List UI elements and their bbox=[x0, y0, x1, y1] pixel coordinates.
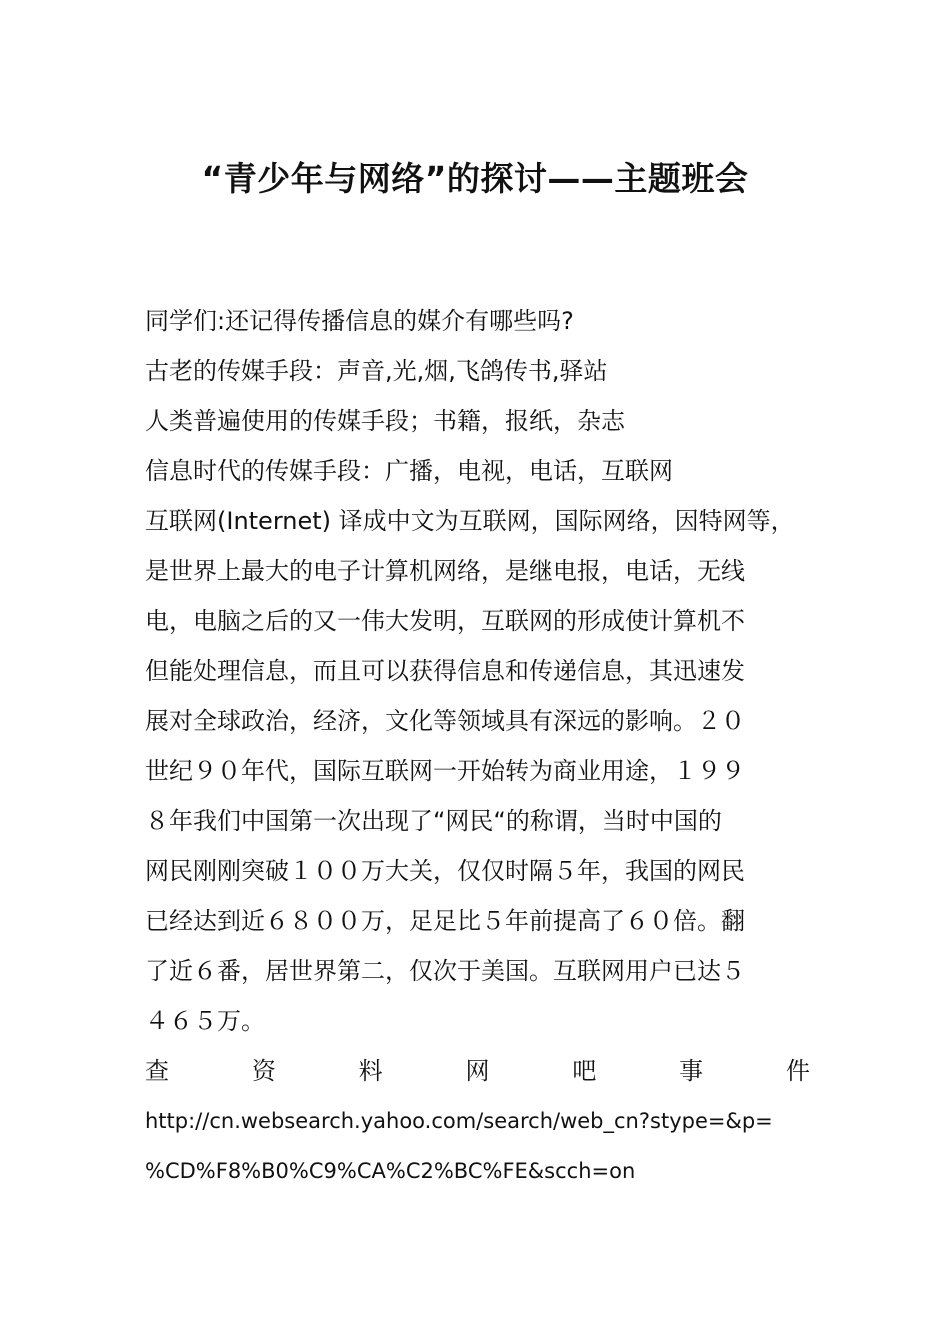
spread-word: 查 bbox=[145, 1057, 169, 1085]
spread-word-line bbox=[145, 1046, 810, 1096]
text-line: 展对全球政治，经济，文化等领域具有深远的影响。２０ bbox=[145, 707, 745, 735]
text-line: 信息时代的传媒手段：广播，电视，电话，互联网 bbox=[145, 457, 673, 485]
document-body bbox=[145, 296, 810, 1196]
spread-word: 网 bbox=[465, 1057, 490, 1085]
text-line: 世纪９０年代，国际互联网一开始转为商业用途，１９９ bbox=[145, 757, 745, 785]
text-line: 同学们:还记得传播信息的媒介有哪些吗? bbox=[145, 307, 574, 335]
text-line: 但能处理信息，而且可以获得信息和传递信息，其迅速发 bbox=[145, 657, 745, 685]
spread-word: 资 bbox=[251, 1057, 276, 1085]
text-line: 已经达到近６８００万，足足比５年前提高了６０倍。翻 bbox=[145, 907, 745, 935]
text-line: ８年我们中国第一次出现了“网民“的称谓，当时中国的 bbox=[145, 807, 722, 835]
spread-word: 吧 bbox=[572, 1057, 597, 1085]
url-line: %CD%F8%B0%C9%CA%C2%BC%FE&scch=on bbox=[145, 1159, 636, 1183]
url-line: http://cn.websearch.yahoo.com/search/web_cn?stype=&p= bbox=[145, 1109, 773, 1133]
spread-word: 料 bbox=[358, 1057, 383, 1085]
text-line: 了近６番，居世界第二，仅次于美国。互联网用户已达５ bbox=[145, 957, 745, 985]
text-line: ４６５万。 bbox=[145, 1007, 265, 1035]
spread-word: 件 bbox=[785, 1057, 810, 1085]
text-line: 古老的传媒手段：声音,光,烟,飞鸽传书,驿站 bbox=[145, 357, 608, 385]
spread-word: 事 bbox=[679, 1057, 704, 1085]
text-line: 电，电脑之后的又一伟大发明，互联网的形成使计算机不 bbox=[145, 607, 745, 635]
text-line: 互联网(Internet) 译成中文为互联网，国际网络，因特网等， bbox=[145, 507, 795, 535]
document-title: “青少年与网络”的探讨——主题班会 bbox=[201, 159, 749, 198]
text-line: 人类普遍使用的传媒手段；书籍，报纸，杂志 bbox=[145, 407, 625, 435]
text-line: 是世界上最大的电子计算机网络，是继电报，电话，无线 bbox=[145, 557, 745, 585]
text-line: 网民刚刚突破１００万大关，仅仅时隔５年，我国的网民 bbox=[145, 857, 745, 885]
